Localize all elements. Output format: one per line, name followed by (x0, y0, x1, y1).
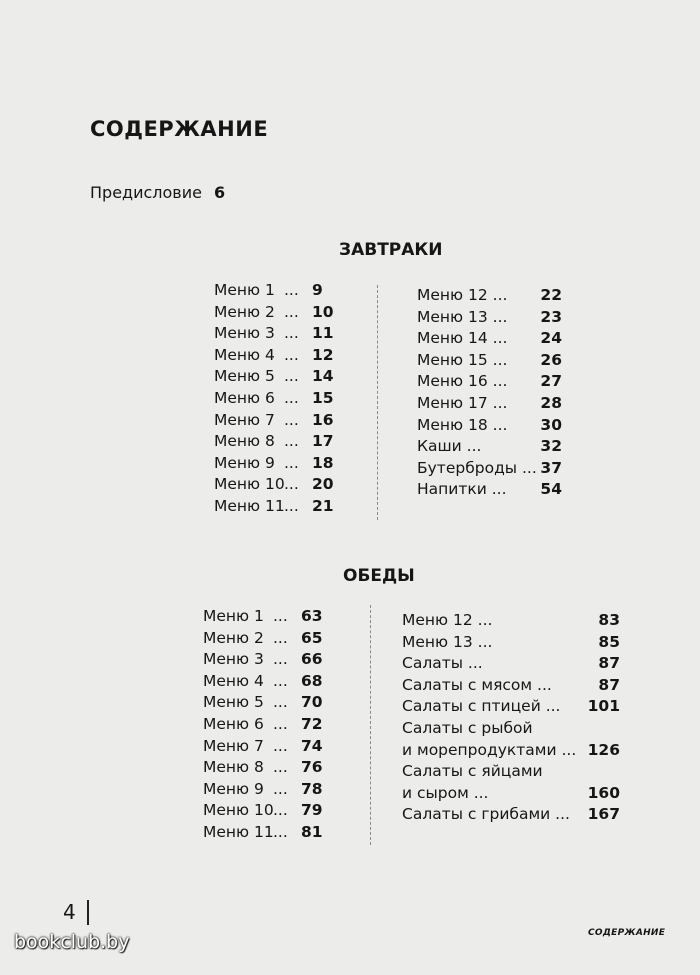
column-divider (377, 285, 378, 520)
toc-entry-label: Меню 4 (203, 671, 264, 690)
toc-entry-label: Меню 1 (214, 281, 275, 299)
toc-entry-label: Каши ... (417, 437, 482, 456)
toc-entry (402, 718, 620, 740)
toc-entry (203, 736, 333, 758)
toc-entry-label: Меню 11 (203, 822, 274, 841)
toc-entry-leader: ... (284, 345, 299, 364)
toc-entry-leader: ... (273, 628, 288, 647)
toc-entry-page: 23 (540, 307, 562, 326)
toc-entry-page: 72 (301, 714, 323, 733)
lunch-right-column (402, 610, 620, 826)
toc-entry-page: 21 (312, 496, 334, 515)
toc-entry-page: 63 (301, 607, 323, 625)
toc-entry-page: 66 (301, 650, 323, 669)
toc-entry (417, 415, 562, 437)
toc-entry-page: 76 (301, 758, 323, 777)
toc-entry-label: Бутерброды ... (417, 458, 537, 477)
toc-entry-label: Меню 7 (203, 736, 264, 755)
toc-entry-page: 101 (587, 697, 620, 716)
toc-entry (203, 649, 333, 671)
toc-entry (417, 479, 562, 501)
toc-entry-label: Меню 18 ... (417, 415, 508, 434)
toc-entry-label: Меню 4 (214, 345, 275, 364)
toc-entry-page: 30 (540, 415, 562, 434)
toc-entry-leader: ... (284, 302, 299, 321)
toc-entry (417, 350, 562, 372)
toc-entry-label: Меню 5 (214, 367, 275, 386)
toc-entry-label: Меню 6 (214, 388, 275, 407)
toc-entry (402, 696, 620, 718)
toc-entry-leader: ... (284, 475, 299, 494)
toc-entry (214, 345, 344, 367)
toc-entry-page: 14 (312, 367, 334, 386)
toc-entry-label: Меню 16 ... (417, 372, 508, 391)
toc-entry (417, 307, 562, 329)
toc-entry-leader: ... (273, 693, 288, 712)
toc-entry-page: 18 (312, 453, 334, 472)
toc-entry-label: Салаты с мясом ... (402, 675, 552, 694)
toc-entry (402, 632, 620, 654)
toc-entry-page: 24 (540, 329, 562, 348)
toc-entry-page: 28 (540, 393, 562, 412)
toc-entry-label: Меню 17 ... (417, 393, 508, 412)
toc-entry-label: Меню 14 ... (417, 329, 508, 348)
toc-entry-label: Меню 3 (214, 324, 275, 343)
toc-entry-label: Меню 13 ... (417, 307, 508, 326)
toc-entry-label: Меню 3 (203, 650, 264, 669)
toc-entry-page: 15 (312, 388, 334, 407)
toc-entry-label: Салаты с яйцами (402, 762, 543, 781)
toc-entry (402, 610, 620, 632)
preface-entry (90, 183, 225, 202)
lunch-left-column (203, 606, 333, 844)
toc-entry-leader: ... (273, 822, 288, 841)
toc-entry-leader: ... (273, 650, 288, 669)
toc-entry-label: Меню 5 (203, 693, 264, 712)
toc-entry (214, 280, 344, 302)
toc-entry (214, 302, 344, 324)
toc-entry-page: 167 (587, 805, 620, 824)
toc-entry-label: и морепродуктами ... (402, 740, 577, 759)
toc-entry-label: Меню 9 (214, 453, 275, 472)
toc-entry-label: Салаты с птицей ... (402, 697, 561, 716)
toc-entry-page: 26 (540, 350, 562, 369)
page-number-bar (87, 900, 89, 925)
toc-entry (214, 496, 344, 518)
toc-entry-label: Напитки ... (417, 480, 507, 499)
toc-entry-leader: ... (273, 671, 288, 690)
column-divider (370, 605, 371, 845)
toc-entry-label: Меню 9 (203, 779, 264, 798)
toc-entry-leader: ... (284, 496, 299, 515)
toc-entry (203, 692, 333, 714)
toc-entry-page: 74 (301, 736, 323, 755)
toc-entry (402, 653, 620, 675)
toc-entry (214, 366, 344, 388)
toc-entry-label: Меню 12 ... (417, 286, 508, 304)
toc-entry-page: 11 (312, 324, 334, 343)
toc-entry (203, 714, 333, 736)
toc-entry-page: 37 (540, 458, 562, 477)
toc-entry-leader: ... (284, 453, 299, 472)
toc-entry-page (578, 718, 620, 740)
toc-entry (203, 779, 333, 801)
toc-entry (214, 410, 344, 432)
preface-label: Предисловие (90, 183, 202, 202)
running-head: СОДЕРЖАНИЕ (588, 928, 666, 938)
toc-entry (417, 328, 562, 350)
toc-entry (417, 393, 562, 415)
toc-entry (417, 285, 562, 307)
toc-entry (402, 740, 620, 762)
toc-entry-label: Меню 2 (203, 628, 264, 647)
toc-entry (203, 628, 333, 650)
toc-entry-leader: ... (273, 779, 288, 798)
toc-entry-label: Меню 8 (203, 758, 264, 777)
toc-entry-page: 22 (540, 286, 562, 304)
toc-entry (214, 431, 344, 453)
toc-entry (214, 323, 344, 345)
toc-entry-page: 54 (540, 480, 562, 499)
page-title: СОДЕРЖАНИЕ (90, 117, 269, 141)
toc-entry-page: 85 (598, 632, 620, 651)
toc-entry (214, 388, 344, 410)
toc-entry-leader: ... (273, 714, 288, 733)
toc-entry-page: 78 (301, 779, 323, 798)
toc-entry-leader: ... (284, 432, 299, 451)
toc-entry (214, 474, 344, 496)
toc-entry-leader: ... (284, 388, 299, 407)
toc-entry-label: Меню 10 (214, 475, 285, 494)
toc-entry (402, 761, 620, 783)
toc-entry-leader: ... (273, 758, 288, 777)
toc-entry-page: 83 (598, 611, 620, 629)
toc-entry (203, 757, 333, 779)
toc-entry-leader: ... (273, 736, 288, 755)
toc-entry-page: 68 (301, 671, 323, 690)
toc-entry-label: Меню 8 (214, 432, 275, 451)
toc-entry-leader: ... (284, 324, 299, 343)
toc-entry-page: 17 (312, 432, 334, 451)
toc-entry-label: Салаты ... (402, 654, 483, 673)
toc-entry-label: Меню 1 (203, 607, 264, 625)
toc-entry-label: Меню 7 (214, 410, 275, 429)
toc-entry-label: Меню 11 (214, 496, 285, 515)
toc-entry-page: 9 (312, 281, 323, 299)
toc-entry-page: 10 (312, 302, 334, 321)
toc-entry (402, 804, 620, 826)
toc-entry (203, 671, 333, 693)
toc-entry-label: Салаты с рыбой (402, 718, 533, 737)
toc-entry (417, 371, 562, 393)
toc-entry-page: 27 (540, 372, 562, 391)
toc-entry-label: Меню 13 ... (402, 632, 493, 651)
toc-entry (402, 783, 620, 805)
preface-page: 6 (213, 183, 226, 202)
toc-entry (203, 800, 333, 822)
toc-entry-leader: ... (284, 410, 299, 429)
toc-entry-label: Салаты с грибами ... (402, 805, 570, 824)
page-number: 4 (63, 900, 76, 924)
toc-entry (417, 458, 562, 480)
toc-entry-page: 20 (312, 475, 334, 494)
toc-entry-page: 79 (301, 801, 323, 820)
toc-entry-page: 87 (598, 654, 620, 673)
toc-entry-leader: ... (284, 367, 299, 386)
toc-entry-page: 70 (301, 693, 323, 712)
toc-entry-leader: ... (284, 281, 299, 299)
toc-entry-leader: ... (273, 607, 288, 625)
toc-entry (203, 822, 333, 844)
toc-entry-label: Меню 2 (214, 302, 275, 321)
toc-entry-page: 81 (301, 822, 323, 841)
toc-entry (203, 606, 333, 628)
toc-entry-page: 126 (587, 740, 620, 759)
toc-entry-label: и сыром ... (402, 783, 489, 802)
toc-entry (402, 675, 620, 697)
section-title-breakfast: ЗАВТРАКИ (339, 240, 443, 260)
toc-entry-page: 16 (312, 410, 334, 429)
toc-entry (417, 436, 562, 458)
toc-entry-page: 12 (312, 345, 334, 364)
toc-entry-page: 65 (301, 628, 323, 647)
toc-entry-page: 32 (540, 437, 562, 456)
toc-entry-page (578, 761, 620, 783)
toc-entry-label: Меню 15 ... (417, 350, 508, 369)
toc-entry-label: Меню 12 ... (402, 611, 493, 629)
watermark: bookclub.by (14, 931, 130, 953)
toc-entry-page: 87 (598, 675, 620, 694)
toc-entry-label: Меню 10 (203, 801, 274, 820)
breakfast-left-column (214, 280, 344, 518)
toc-entry-page: 160 (587, 783, 620, 802)
toc-entry (214, 453, 344, 475)
breakfast-right-column (417, 285, 562, 501)
toc-entry-leader: ... (273, 801, 288, 820)
section-title-lunch: ОБЕДЫ (343, 566, 415, 586)
toc-entry-label: Меню 6 (203, 714, 264, 733)
